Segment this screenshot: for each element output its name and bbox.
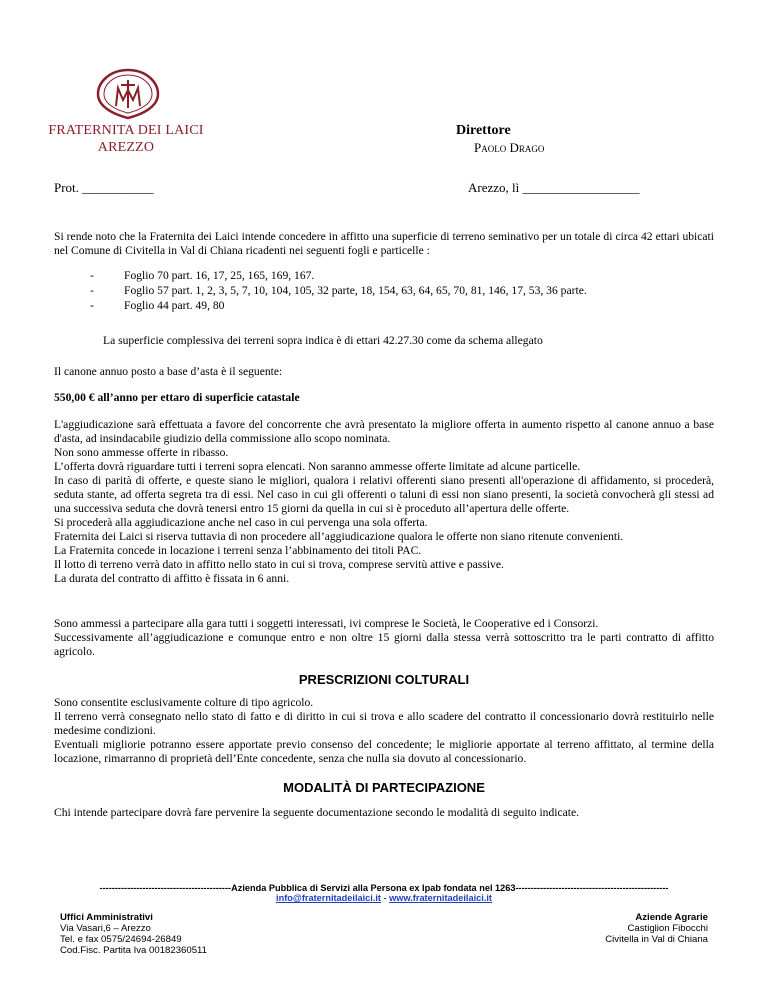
canone-value: 550,00 € all’anno per ettaro di superficie catastale bbox=[54, 391, 300, 404]
canone-label: Il canone annuo posto a base d’asta è il seguente: bbox=[54, 365, 283, 378]
offices-line: Cod.Fisc. Partita Iva 00182360511 bbox=[60, 945, 208, 956]
offices-line: Tel. e fax 0575/24694-26849 bbox=[60, 934, 182, 945]
director-name: Paolo Drago bbox=[474, 140, 545, 155]
rule-line: La Fraternita concede in locazione i terreni senza l’abbinamento dei titoli PAC. bbox=[54, 544, 422, 557]
footer-links bbox=[54, 893, 714, 903]
footer-agency-line: -------------------------------------------Azienda Pubblica di Servizi alla Persona ex Ipab fondata nel 1263-------------------------------------------------- bbox=[99, 883, 669, 893]
heading-modalita: MODALITÀ DI PARTECIPAZIONE bbox=[283, 780, 485, 795]
list-item bbox=[90, 298, 710, 313]
list-bullet: - bbox=[90, 284, 94, 297]
date-field: Arezzo, lì __________________ bbox=[468, 180, 640, 195]
rule-line: Non sono ammesse offerte in ribasso. bbox=[54, 446, 229, 459]
prescrizioni-paragraph bbox=[54, 696, 714, 766]
list-bullet: - bbox=[90, 269, 94, 282]
footer-farms bbox=[605, 912, 708, 945]
prescrizioni-line: Sono consentite esclusivamente colture di tipo agricolo. bbox=[54, 696, 314, 709]
surface-note: La superficie complessiva dei terreni sopra indica è di ettari 42.27.30 come da schema allegato bbox=[103, 334, 543, 347]
participation-line: Successivamente all’aggiudicazione e comunque entro e non oltre 15 giorni dalla stessa verrà sottoscritto tra le parti contratto di affitto agricolo. bbox=[54, 631, 714, 658]
list-item bbox=[90, 283, 710, 298]
director-title: Direttore bbox=[456, 123, 511, 138]
parcel-text: Foglio 57 part. 1, 2, 3, 5, 7, 10, 104, 105, 32 parte, 18, 154, 63, 64, 65, 70, 81, 146, 17, 53, 36 parte. bbox=[124, 284, 587, 297]
farms-line: Castiglion Fibocchi bbox=[627, 923, 708, 934]
list-item bbox=[90, 268, 710, 283]
rule-line: L'aggiudicazione sarà effettuata a favore del concorrente che avrà presentato la migliore offerta in aumento rispetto al canone annuo a base d'asta, ad insindacabile giudizio della commissione allo scopo nominata. bbox=[54, 418, 714, 445]
parcel-list bbox=[90, 268, 710, 313]
email-link[interactable]: info@fraternitadeilaici.it bbox=[276, 893, 381, 903]
farms-title: Aziende Agrarie bbox=[635, 912, 708, 923]
offices-title: Uffici Amministrativi bbox=[60, 912, 153, 923]
organization-name-line2: AREZZO bbox=[97, 140, 155, 155]
organization-name-line1: FRATERNITA DEI LAICI bbox=[48, 123, 204, 138]
organization-name bbox=[48, 122, 204, 156]
footer-offices bbox=[60, 912, 207, 956]
rules-paragraph bbox=[54, 418, 714, 586]
heading-prescrizioni: PRESCRIZIONI COLTURALI bbox=[298, 672, 470, 687]
participation-line: Sono ammessi a partecipare alla gara tutti i soggetti interessati, ivi comprese le Società, le Cooperative ed i Consorzi. bbox=[54, 617, 599, 630]
rule-line: L’offerta dovrà riguardare tutti i terreni sopra elencati. Non saranno ammesse offerte limitate ad alcune particelle. bbox=[54, 460, 581, 473]
rule-line: Il lotto di terreno verrà dato in affitto nello stato in cui si trova, comprese servitù attive e passive. bbox=[54, 558, 504, 571]
rule-line: La durata del contratto di affitto è fissata in 6 anni. bbox=[54, 572, 290, 585]
protocol-field: Prot. ___________ bbox=[54, 180, 154, 195]
website-link[interactable]: www.fraternitadeilaici.it bbox=[389, 893, 492, 903]
parcel-text: Foglio 70 part. 16, 17, 25, 165, 169, 167. bbox=[124, 269, 315, 282]
prescrizioni-line: Il terreno verrà consegnato nello stato di fatto e di diritto in cui si trova e allo scadere del contratto il concessionario dovrà restituirlo nelle medesime condizioni. bbox=[54, 710, 714, 737]
fraternita-logo-icon bbox=[92, 68, 164, 120]
parcel-text: Foglio 44 part. 49, 80 bbox=[124, 299, 225, 312]
rule-line: Fraternita dei Laici si riserva tuttavia di non procedere all’aggiudicazione qualora le offerte non siano ritenute convenienti. bbox=[54, 530, 624, 543]
farms-line: Civitella in Val di Chiana bbox=[605, 934, 708, 945]
rule-line: In caso di parità di offerte, e queste siano le migliori, qualora i relativi offerenti siano presenti all'operazione di affidamento, si procederà, seduta stante, ad offerta segreta tra di essi. Nel caso in cui gli offerenti o taluni di essi non siano presenti, la società convocherà gli stessi ad una successiva seduta che dovrà tenersi entro 15 giorni da quella in cui si è proceduto all’apertura delle offerte. bbox=[54, 474, 714, 515]
intro-paragraph: Si rende noto che la Fraternita dei Laici intende concedere in affitto una superficie di terreno seminativo per un totale di circa 42 ettari ubicati nel Comune di Civitella in Val di Chiana ricadenti nei seguenti fogli e particelle : bbox=[54, 230, 714, 257]
participation-paragraph bbox=[54, 617, 714, 659]
list-bullet: - bbox=[90, 299, 94, 312]
offices-line: Via Vasari,6 – Arezzo bbox=[60, 923, 151, 934]
rule-line: Si procederà alla aggiudicazione anche nel caso in cui pervenga una sola offerta. bbox=[54, 516, 428, 529]
modalita-paragraph: Chi intende partecipare dovrà fare pervenire la seguente documentazione secondo le modalità di seguito indicate. bbox=[54, 806, 580, 819]
prescrizioni-line: Eventuali migliorie potranno essere apportate previo consenso del concedente; le migliorie apportate al terreno affittato, al termine della locazione, rimarranno di proprietà dell’Ente concedente, senza che nulla sia dovuto al concessionario. bbox=[54, 738, 714, 765]
link-separator: - bbox=[380, 893, 390, 903]
